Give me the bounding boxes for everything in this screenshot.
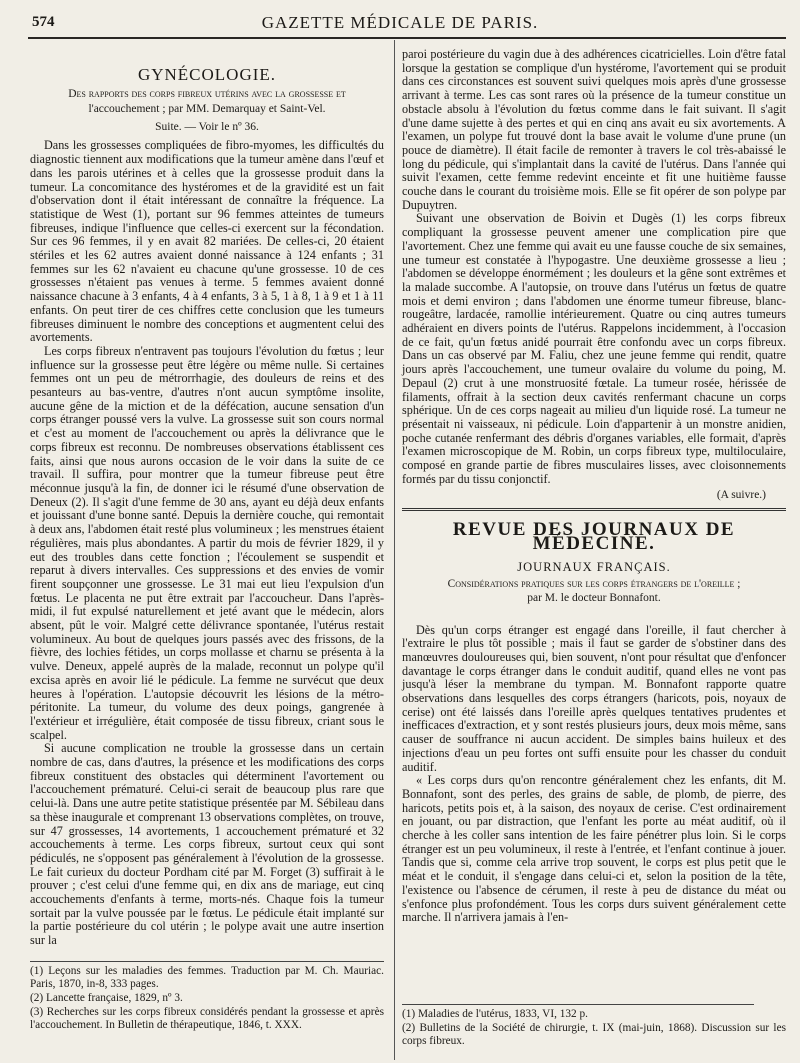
footnote: (2) Lancette française, 1829, nº 3. xyxy=(30,992,183,1004)
footnote-rule xyxy=(402,1004,754,1005)
footnote: (1) Maladies de l'utérus, 1833, VI, 132 p. xyxy=(402,1008,588,1020)
section-heading: GYNÉCOLOGIE. xyxy=(137,65,277,84)
right-footnotes xyxy=(402,1004,786,1049)
left-footnotes xyxy=(30,961,384,1033)
footnote: (1) Leçons sur les maladies des femmes. Traduction par M. Ch. Mauriac. Paris, 1870, in-8, 333 pages. xyxy=(30,965,384,990)
left-column xyxy=(30,48,384,948)
paragraph: « Les corps durs qu'on rencontre généralement chez les enfants, dit M. Bonnafont, sont des perles, des grains de sable, de plomb, de pierre, des haricots, petits pois et, à la saison, des noyaux de cerise. C'est ordinairement en jouant, ou par distraction, que l'enfant les porte au méat auditif, où il cherche à les coller sans intention de les faire pénétrer plus loin. Si le corps étranger est un peu volumineux, il reste à l'entrée, et l'enfant continue à jouer. Tandis que si, comme cela arrive trop souvent, le corps est plus petit que le méat et le conduit, il s'engage dans celui-ci et, selon la position de la tête, l'existence ou l'absence de cérumen, il reste à peu de distance du méat ou s'enfonce plus profondément. Tous les corps durs suivent généralement cette marche. Il n'arrivera jamais à l'en- xyxy=(402,773,786,925)
page-number: 574 xyxy=(32,14,55,30)
journal-title: GAZETTE MÉDICALE DE PARIS. xyxy=(261,13,539,32)
paragraph: Dès qu'un corps étranger est engagé dans l'oreille, il faut chercher à l'extraire le plus tôt possible ; mais il faut se garder de s'obstiner dans des manœuvres douloureuses qui, bien souvent, n'ont pour résultat que d'enfoncer davantage le corps étranger dans le conduit auditif, quand elles ne vont pas jusqu'à léser la membrane du tympan. M. Bonnafont rapporte quatre observations dans lesquelles des corps étrangers (haricots, pois, noyaux de cerise) ont été laissés dans l'oreille après quelques tentatives prudentes et inefficaces d'extraction, et y sont restés plusieurs jours, deux mois même, sans causer de souffrance ni aucun accident. De simples bains huileux et des injections d'eau un peu fortes ont suffi ensuite pour les chasser du conduit auditif. xyxy=(402,622,786,774)
article-title: Considérations pratiques sur les corps étrangers de l'oreille ; xyxy=(447,578,741,591)
journaux-heading: JOURNAUX FRANÇAIS. xyxy=(517,559,671,574)
footnote-rule xyxy=(30,961,384,962)
continuation-note: Suite. — Voir le nº 36. xyxy=(155,120,259,133)
paragraph: paroi postérieure du vagin due à des adhérences cicatricielles. Loin d'être fatal lorsque la gestation se complique d'un hystérome, l'avortement qui se produit dans ces circonstances est souvent suivi quelques mois après d'une grossesse arrivant à terme. Les cas sont rares où la présence de la tumeur constitue un obstacle absolu à l'évolution du fœtus comme dans le fait suivant. Il s'agit d'une dame sujette à des pertes et qui en cinq ans avait eu six avortements. A l'examen, un polype fut trouvé dont la base avait le volume d'une prune (un pouce de diamètre). Il était facile de remonter à travers le col très-abaissé le long du pédicule, qui s'implantait dans la cavité de l'utérus. Dans l'année qui suivit l'examen, cette femme redevint enceinte et fit une huitième fausse couche dans le courant du troisième mois. Elle se fit opérer de son polype par Dupuytren. xyxy=(402,47,786,212)
paragraph: Dans les grossesses compliquées de fibro-myomes, les difficultés du diagnostic tiennent aux modifications que la tumeur amène dans l'œuf et dans les parois utérines et à celles que la grossesse produit dans la tumeur. La concomitance des hystéromes et de la gravidité est un fait d'observation dont il était intéressant de connaître la fréquence. La statistique de West (1), portant sur 96 femmes atteintes de tumeurs fibreuses, indique l'influence que celles-ci exercent sur la fécondation. Sur ces 96 femmes, il y en avait 82 mariées. De celles-ci, 20 étaient stériles et les 62 autres avaient donné naissance à 124 enfants ; 31 femmes sur les 62 n'avaient eu chacune qu'une grossesse. 10 de ces grossesses n'étaient pas venues à terme. 5 femmes avaient donné naissance chacune à 3 enfants, 4 à 4 enfants, 3 à 5, 1 à 8, 1 à 9 et 1 à 11 enfants. On peut tirer de ces chiffres cette conclusion que les tumeurs fibreuses diminuent le nombre des conceptions et augmentent celui des avortements. xyxy=(30,138,384,345)
article-title: Des rapports des corps fibreux utérins avec la grossesse et xyxy=(68,87,346,100)
page-header xyxy=(0,0,800,40)
right-column xyxy=(402,48,786,925)
to-be-continued: (A suivre.) xyxy=(716,488,766,501)
footnote: (3) Recherches sur les corps fibreux considérés pendant la grossesse et après l'accouchement. In Bulletin de thérapeutique, 1846, t. XXX. xyxy=(30,1006,384,1031)
header-rule xyxy=(28,37,786,39)
paragraph: Les corps fibreux n'entravent pas toujours l'évolution du fœtus ; leur influence sur la grossesse peut être légère ou même nulle. Si certaines femmes ont un peu de métrorrhagie, des douleurs de reins et des pesanteurs au bas-ventre, d'autres n'ont aucun symptôme insolite, aucune gêne de la miction et de la défécation, aucune sensation d'un corps étranger poussé vers la vulve. La grossesse suit son cours normal et c'est au moment de l'accouchement ou après la délivrance que le corps fibreux est reconnu. De nombreuses observations établissent ces faits, ainsi que nous aurons occasion de le voir dans la suite de ce travail. Il suffira, pour montrer que la tumeur fibreuse peut être méconnue jusqu'à la fin, de donner ici le résumé d'une observation de Deneux (2). Il s'agit d'une femme de 30 ans, ayant eu déjà deux enfants et jouissant d'une bonne santé. Depuis la dernière couche, qui remontait à deux ans, l'abdomen était resté plus volumineux ; les menstrues étaient régulières, mais plus abondantes. A partir du mois de février 1829, il y eut des troubles dans cette fonction ; l'écoulement se suspendit et reparut à divers intervalles. Ces suppressions et des envies de vomir firent soupçonner une grossesse. Le 31 mai eut lieu l'expulsion d'un fœtus. Le placenta ne put être extrait par l'accoucheur. Dans l'après-midi, il fut expulsé naturellement et jeté avant que le médecin, alors absent, pût le voir. Malgré cette délivrance spontanée, l'utérus restait volumineux. Au bout de quelques jours passés avec des frissons, de la fièvre, des lochies fétides, un corps mollasse et charnu se présenta à la vulve. Deneux, appelé auprès de la malade, reconnut un polype qu'il excisa après en avoir lié le pédicule. La femme ne survécut que deux heures à l'opération. L'autopsie découvrit les lésions de la métro-péritonite. La tumeur, du volume des deux poings, gangrenée à l'extérieur et irrégulière, était composée de tissu fibreux, criant sous le scalpel. xyxy=(30,343,384,742)
paragraph: Suivant une observation de Boivin et Dugès (1) les corps fibreux compliquant la grossesse peuvent amener une complication pire que l'avortement. Chez une femme qui avait eu une fausse couche de six semaines, une tumeur est constatée à l'hypogastre. Une deuxième grossesse a lieu ; l'abdomen se développe énormément ; les douleurs et la gêne sont extrêmes et la malade succombe. A l'autopsie, on trouve dans l'utérus un fœtus de quatre mois et demi environ ; dans l'abdomen une énorme tumeur fibreuse, blanc-rougeâtre, lardacée, ramollie intérieurement. Quatre ou cinq autres tumeurs adhéraient en divers points de l'utérus. Rappelons incidemment, à l'occasion de ce fait, qu'un fœtus anidé pourrait être confondu avec un corps fibreux. Dans un cas observé par M. Faliu, chez une jeune femme qui rendit, quatre jours après l'accouchement, une tumeur ovalaire du volume du poing, M. Depaul (2) crut à une monstruosité fœtale. La tumeur rosée, hérissée de filaments, offrait à la section deux cavités renfermant chacune un corps sphérique. Un de ces corps nageait au milieu d'un liquide rosé. La tumeur ne présentait ni vaisseaux, ni pédicule. Loin d'appartenir à un monstre anidien, poche cutanée renfermant des débris d'organes variables, elle formait, d'après l'examen microscopique de M. Robin, un corps fibreux type, multiloculaire, composé en grande partie de fibres musculaires lisses, avec cloisonnements formés par du tissu conjonctif. xyxy=(402,211,786,486)
article-byline: par M. le docteur Bonnafont. xyxy=(527,591,661,604)
paragraph: Si aucune complication ne trouble la grossesse dans un certain nombre de cas, dans d'autres, la présence et les modifications des corps fibreux constituent des obstacles qui déterminent l'avortement ou l'accouchement prématuré. Celui-ci serait de beaucoup plus rare que celui-là. Dans une autre petite statistique présentée par M. Sébileau dans sa thèse inaugurale et comprenant 13 observations complètes, on trouve, sur 47 grossesses, 14 avortements, 1 accouchement prématuré et 32 accouchements à terme. Les corps fibreux, surtout ceux qui sont pédiculés, ne s'opposent pas généralement à l'évolution de la grossesse. Le fait curieux du docteur Pordham cité par M. Forget (3) suffirait à le prouver ; c'est celui d'une femme qui, en dix ans de mariage, eut cinq accouchements d'enfants à terme, morts-nés. Chaque fois la tumeur sortait par la vulve poussée par le fœtus. Le pédicule était implanté sur la partie postérieure du col utérin ; le polype avait une autre insertion sur la xyxy=(30,741,384,948)
footnote: (2) Bulletins de la Société de chirurgie, t. IX (mai-juin, 1868). Discussion sur les corps fibreux. xyxy=(402,1022,786,1047)
revue-heading: REVUE DES JOURNAUX DE MÉDECINE. xyxy=(452,519,736,554)
section-double-rule xyxy=(402,508,786,511)
column-divider xyxy=(394,40,395,1060)
article-authors: l'accouchement ; par MM. Demarquay et Saint-Vel. xyxy=(88,103,326,116)
